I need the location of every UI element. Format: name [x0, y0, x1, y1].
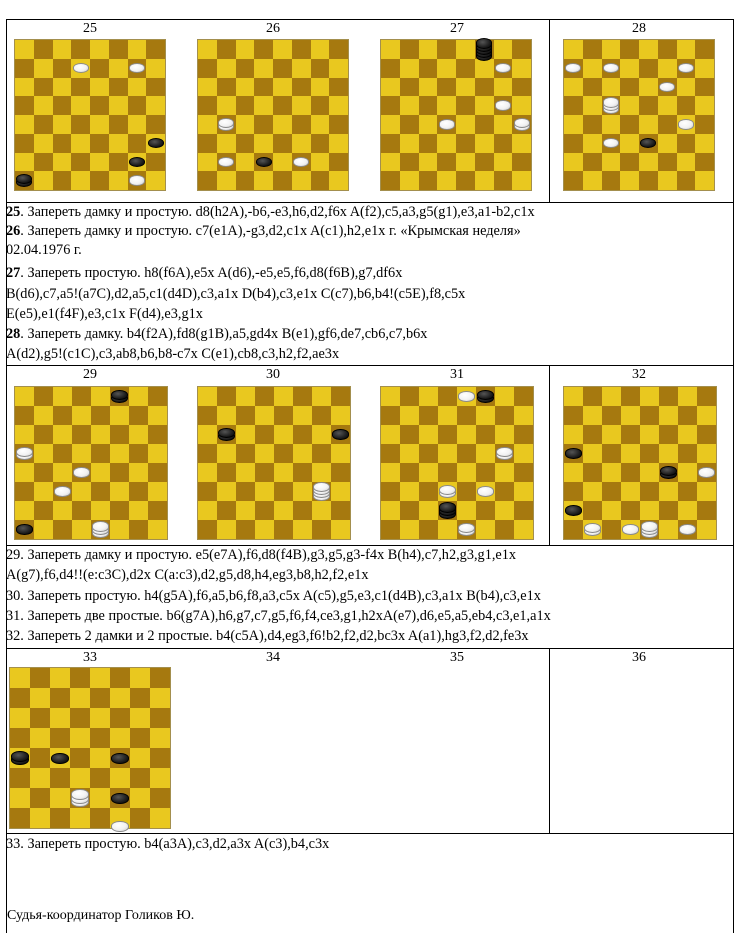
- problem-line: A(g7),f6,d4!!(e:c3C),d2x C(a:c3),d2,g5,d8,h4,eg3,b8,h2,f2,e1x: [6, 567, 369, 583]
- rule: [6, 19, 733, 20]
- checker-disc: [495, 100, 511, 110]
- checker-disc: [458, 523, 474, 533]
- checkers-board-28: [564, 40, 714, 190]
- checker-disc: [111, 753, 128, 764]
- checker-disc: [622, 524, 638, 534]
- checker-disc: [256, 157, 272, 167]
- checker-disc: [603, 97, 619, 107]
- diagram-number: 35: [450, 650, 464, 665]
- checker-disc: [565, 63, 581, 73]
- checker-disc: [129, 157, 145, 167]
- pieces-layer: [10, 668, 170, 828]
- problem-line: 26. Запереть дамку и простую. c7(e1A),-g3,d2,c1x A(c1),h2,e1x г. «Крымская неделя»: [6, 223, 521, 239]
- checker-disc: [54, 486, 70, 496]
- diagram-number: 30: [266, 367, 280, 382]
- checker-disc: [71, 789, 88, 800]
- checker-disc: [293, 157, 309, 167]
- checker-disc: [678, 119, 694, 129]
- checker-disc: [218, 157, 234, 167]
- checker-disc: [11, 751, 28, 762]
- pieces-layer: [381, 387, 533, 539]
- pieces-layer: [564, 40, 714, 190]
- problem-line: 29. Запереть дамку и простую. e5(e7A),f6,d8(f4B),g3,g5,g3-f4x B(h4),c7,h2,g3,g1,e1x: [6, 547, 517, 563]
- checker-disc: [218, 428, 234, 438]
- diagram-number: 27: [450, 21, 464, 36]
- rule: [6, 833, 733, 834]
- checker-disc: [73, 467, 89, 477]
- problem-line: 30. Запереть простую. h4(g5A),f6,a5,b6,f8,a3,c5x A(c5),g5,e3,c1(d4B),c3,a1x B(b4),c3,e1x: [6, 588, 541, 604]
- checker-disc: [73, 63, 89, 73]
- checker-disc: [477, 486, 493, 496]
- rule: [6, 648, 733, 649]
- checker-disc: [111, 390, 127, 400]
- problem-line: 02.04.1976 г.: [6, 242, 82, 258]
- checker-disc: [565, 448, 581, 458]
- checkers-board-33: [10, 668, 170, 828]
- checker-disc: [458, 391, 474, 401]
- checker-disc: [641, 521, 657, 531]
- checkers-board-32: [564, 387, 716, 539]
- checker-disc: [584, 523, 600, 533]
- checker-disc: [148, 138, 164, 148]
- signature: Судья-координатор Голиков Ю.: [7, 908, 195, 923]
- checkers-board-26: [198, 40, 348, 190]
- pieces-layer: [15, 40, 165, 190]
- checker-disc: [313, 482, 329, 492]
- diagram-number: 26: [266, 21, 280, 36]
- checker-disc: [496, 447, 512, 457]
- checkers-board-29: [15, 387, 167, 539]
- diagram-number: 29: [83, 367, 97, 382]
- rule: [6, 365, 733, 366]
- checker-disc: [51, 753, 68, 764]
- problem-line: 33. Запереть простую. b4(a3A),c3,d2,a3x A(c3),b4,c3x: [6, 836, 330, 852]
- problem-line: B(d6),c7,a5!(a7C),d2,a5,c1(d4D),c3,a1x D(b4),c3,e1x C(c7),b6,b4!(c5E),f8,c5x: [6, 286, 466, 302]
- checkers-board-30: [198, 387, 350, 539]
- checker-disc: [129, 175, 145, 185]
- checker-disc: [16, 447, 32, 457]
- checker-disc: [603, 138, 619, 148]
- checker-disc: [495, 63, 511, 73]
- checker-disc: [698, 467, 714, 477]
- checker-disc: [476, 38, 492, 48]
- rule: [6, 19, 7, 933]
- diagram-number: 25: [83, 21, 97, 36]
- checker-disc: [659, 82, 675, 92]
- diagram-number: 31: [450, 367, 464, 382]
- problem-line: E(e5),e1(f4F),e3,c1x F(d4),e3,g1x: [6, 306, 203, 322]
- problem-line: 31. Запереть две простые. b6(g7A),h6,g7,c7,g5,f6,f4,ce3,g1,h2xA(e7),d6,e5,a5,eb4,c3,e1,a1x: [6, 608, 551, 624]
- diagram-number: 36: [632, 650, 646, 665]
- checkers-board-31: [381, 387, 533, 539]
- rule: [549, 365, 550, 545]
- checker-disc: [129, 63, 145, 73]
- checker-disc: [439, 502, 455, 512]
- checker-disc: [439, 485, 455, 495]
- checkers-board-25: [15, 40, 165, 190]
- pieces-layer: [564, 387, 716, 539]
- pieces-layer: [381, 40, 531, 190]
- checker-disc: [603, 63, 619, 73]
- problem-line: 27. Запереть простую. h8(f6A),e5x A(d6),-e5,e5,f6,d8(f6B),g7,df6x: [6, 265, 403, 281]
- diagram-number: 28: [632, 21, 646, 36]
- checkers-board-27: [381, 40, 531, 190]
- checker-disc: [565, 505, 581, 515]
- rule: [549, 19, 550, 202]
- rule: [549, 648, 550, 833]
- diagram-number: 34: [266, 650, 280, 665]
- pieces-layer: [15, 387, 167, 539]
- problem-line: A(d2),g5!(c1C),c3,ab8,b6,b8-c7x C(e1),cb8,c3,h2,f2,ae3x: [6, 346, 340, 362]
- checker-disc: [660, 466, 676, 476]
- pieces-layer: [198, 40, 348, 190]
- checker-disc: [111, 793, 128, 804]
- checker-disc: [640, 138, 656, 148]
- checker-disc: [439, 119, 455, 129]
- checker-disc: [477, 390, 493, 400]
- checker-disc: [679, 524, 695, 534]
- checker-disc: [332, 429, 348, 439]
- checker-disc: [111, 821, 128, 832]
- diagram-number: 32: [632, 367, 646, 382]
- problem-line: 25. Запереть дамку и простую. d8(h2A),-b6,-e3,h6,d2,f6x A(f2),c5,a3,g5(g1),e3,a1-b2,c1x: [6, 204, 535, 220]
- checker-disc: [16, 524, 32, 534]
- checker-disc: [514, 118, 530, 128]
- problem-line: 32. Запереть 2 дамки и 2 простые. b4(c5A),d4,eg3,f6!b2,f2,d2,bc3x A(a1),hg3,f2,d2,fe3x: [6, 628, 529, 644]
- checker-disc: [678, 63, 694, 73]
- checker-disc: [92, 521, 108, 531]
- rule: [733, 19, 734, 933]
- problem-line: 28. Запереть дамку. b4(f2A),fd8(g1B),a5,gd4x B(e1),gf6,de7,cb6,c7,b6x: [6, 326, 428, 342]
- pieces-layer: [198, 387, 350, 539]
- checker-disc: [218, 118, 234, 128]
- diagram-number: 33: [83, 650, 97, 665]
